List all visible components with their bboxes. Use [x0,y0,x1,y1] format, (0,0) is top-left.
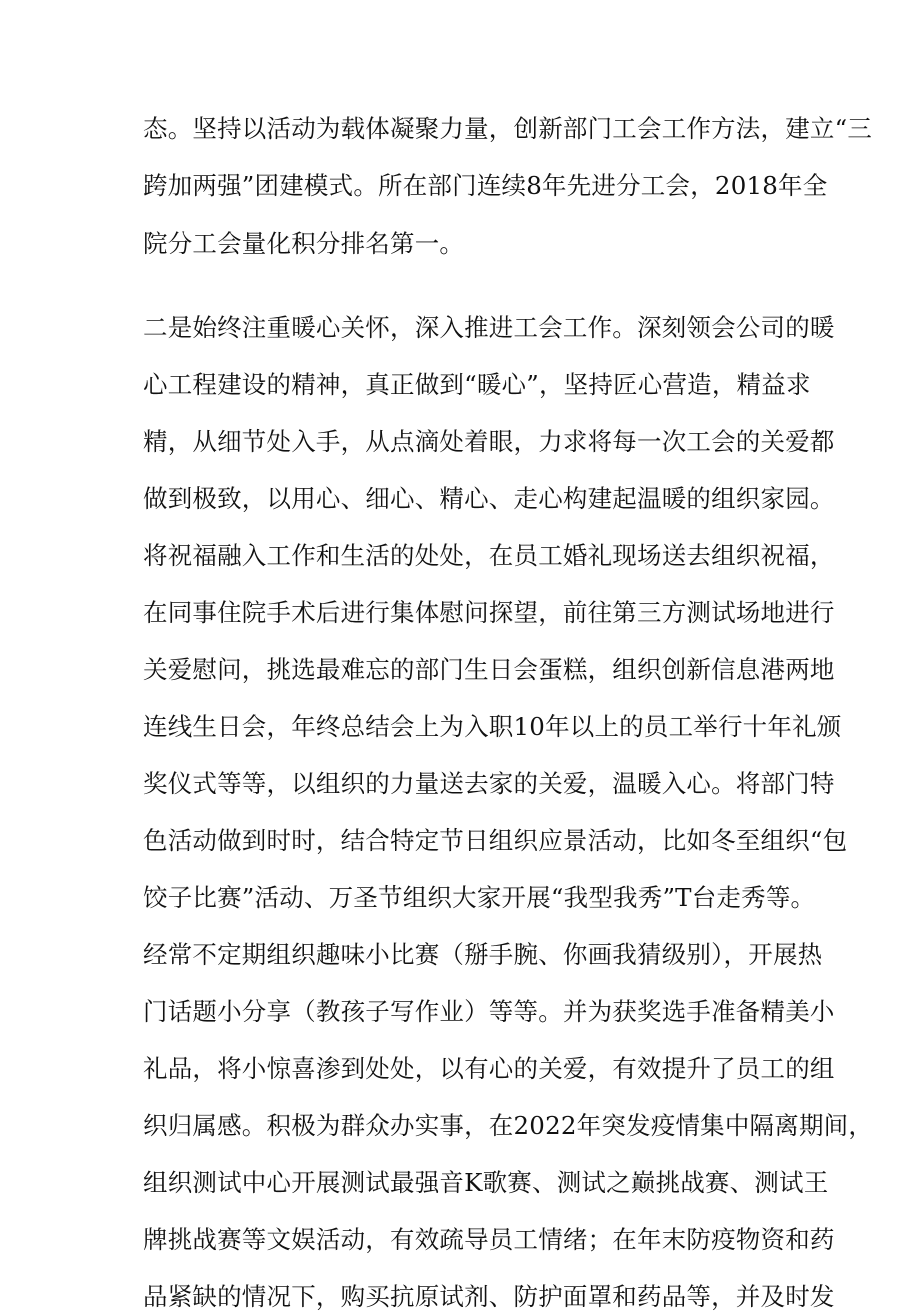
text-line: 关爱慰问，挑选最难忘的部门生日会蛋糕，组织创新信息港两地 [143,655,835,684]
text-line: 跨加两强”团建模式。所在部门连续8年先进分工会，2018年全 [143,171,828,200]
text-line: 组织测试中心开展测试最强音K歌赛、测试之巅挑战赛、测试王 [143,1168,829,1197]
text-line: 做到极致，以用心、细心、精心、走心构建起温暖的组织家园。 [143,484,835,513]
text-line: 心工程建设的精神，真正做到“暖心”，坚持匠心营造，精益求 [143,370,811,399]
text-line: 经常不定期组织趣味小比赛（掰手腕、你画我猜级别），开展热 [143,940,823,969]
text-line: 牌挑战赛等文娱活动，有效疏导员工情绪；在年末防疫物资和药 [143,1225,835,1254]
text-line: 礼品，将小惊喜渗到处处，以有心的关爱，有效提升了员工的组 [143,1054,835,1083]
text-line: 院分工会量化积分排名第一。 [143,229,465,258]
text-line: 品紧缺的情况下，购买抗原试剂、防护面罩和药品等，并及时发 [143,1282,835,1311]
text-line: 在同事住院手术后进行集体慰问探望，前往第三方测试场地进行 [143,598,835,627]
text-line: 态。坚持以活动为载体凝聚力量，创新部门工会工作方法，建立“三 [143,114,873,143]
text-line: 连线生日会，年终总结会上为入职10年以上的员工举行十年礼颁 [143,712,842,741]
text-line: 将祝福融入工作和生活的处处，在员工婚礼现场送去组织祝福， [143,541,835,570]
text-line: 二是始终注重暖心关怀，深入推进工会工作。深刻领会公司的暖 [143,313,835,342]
text-line: 奖仪式等等，以组织的力量送去家的关爱，温暖入心。将部门特 [143,769,835,798]
text-line: 色活动做到时时，结合特定节日组织应景活动，比如冬至组织“包 [143,826,848,855]
text-line: 织归属感。积极为群众办实事，在2022年突发疫情集中隔离期间， [143,1111,874,1140]
text-line: 门话题小分享（教孩子写作业）等等。并为获奖选手准备精美小 [143,997,835,1026]
text-line: 饺子比赛”活动、万圣节组织大家开展“我型我秀”T台走秀等。 [143,883,816,912]
text-line: 精，从细节处入手，从点滴处着眼，力求将每一次工会的关爱都 [143,427,835,456]
